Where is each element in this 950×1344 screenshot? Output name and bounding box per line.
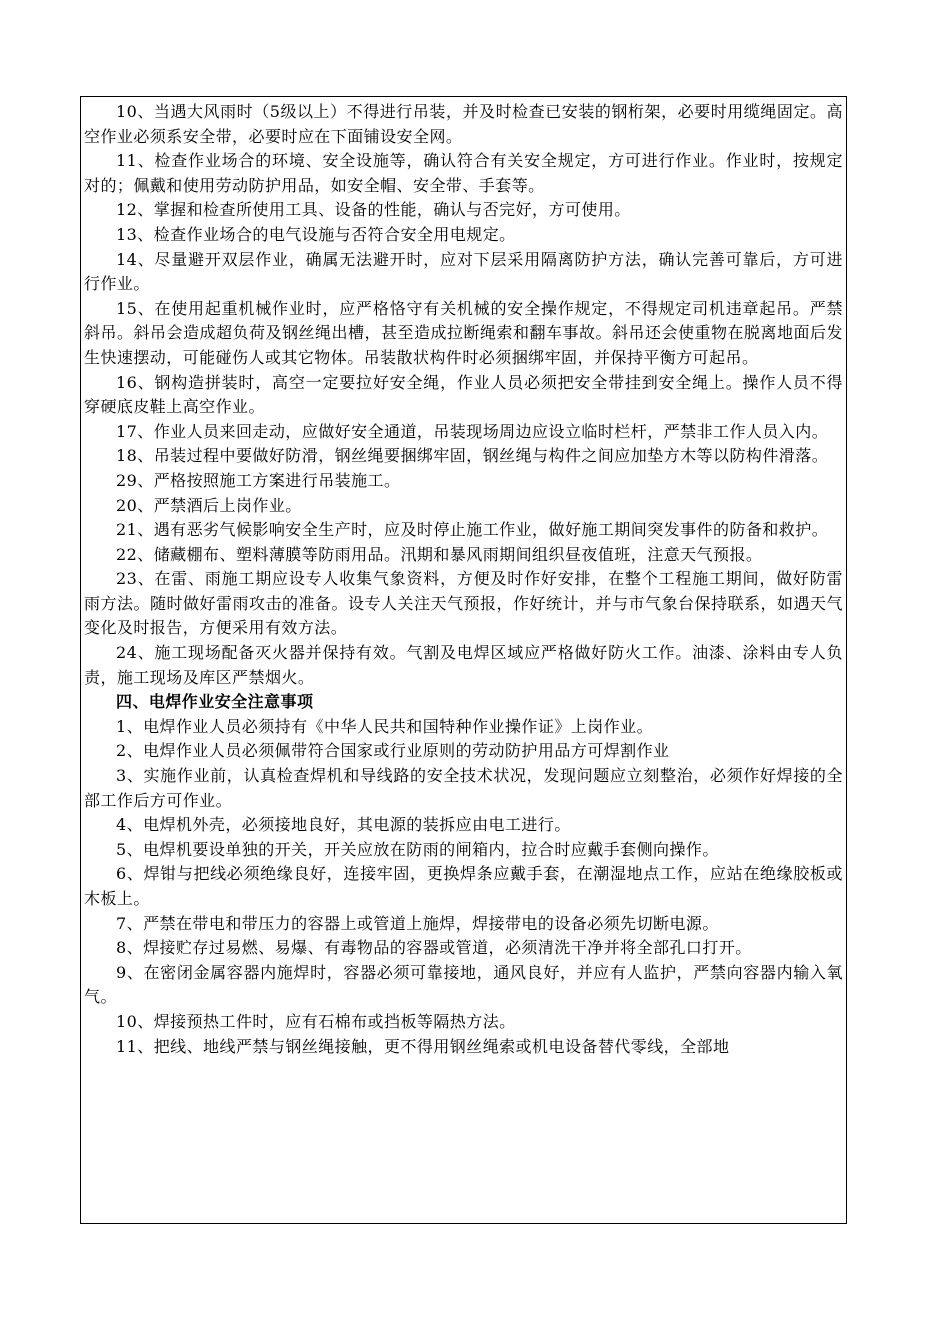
paragraph-item-23: 23、在雷、雨施工期应设专人收集气象资料，方便及时作好安排，在整个工程施工期间，做好防雷雨方法。随时做好雷雨攻击的准备。设专人关注天气预报，作好统计，并与市气象台保持联系，如遇天气变化及时报告，方便采用有效方法。 (84, 569, 843, 638)
welding-item-5: 5、电焊机要设单独的开关，开关应放在防雨的闸箱内，拉合时应戴手套侧向操作。 (116, 839, 719, 859)
welding-item-11: 11、把线、地线严禁与钢丝绳接触，更不得用钢丝绳索或机电设备替代零线，全部地 (116, 1036, 730, 1056)
paragraph-item-12: 12、掌握和检查所使用工具、设备的性能，确认与否完好，方可使用。 (116, 200, 631, 220)
welding-item-7: 7、严禁在带电和带压力的容器上或管道上施焊，焊接带电的设备必须先切断电源。 (116, 913, 719, 933)
welding-item-9: 9、在密闭金属容器内施焊时，容器必须可靠接地，通风良好，并应有人监护，严禁向容器内输入氧气。 (84, 962, 843, 1007)
paragraph-item-21: 21、遇有恶劣气候影响安全生产时，应及时停止施工作业，做好施工期间突发事件的防备和救护。 (116, 520, 829, 540)
paragraph-item-10: 10、当遇大风雨时（5级以上）不得进行吊装，并及时检查已安装的钢桁架，必要时用缆绳固定。高空作业必须系安全带，必要时应在下面铺设安全网。 (84, 102, 843, 146)
paragraph-item-24: 24、施工现场配备灭火器并保持有效。气割及电焊区域应严格做好防火工作。油漆、涂料由专人负责，施工现场及库区严禁烟火。 (84, 643, 843, 687)
paragraph-item-29: 29、严格按照施工方案进行吊装施工。 (116, 470, 401, 490)
paragraph-item-17: 17、作业人员来回走动，应做好安全通道，吊装现场周边应设立临时栏杆，严禁非工作人员入内。 (116, 421, 829, 441)
paragraph-item-14: 14、尽量避开双层作业，确属无法避开时，应对下层采用隔离防护方法，确认完善可靠后，方可进行作业。 (84, 249, 843, 294)
welding-item-1: 1、电焊作业人员必须持有《中华人民共和国特种作业操作证》上岗作业。 (116, 716, 654, 736)
welding-item-8: 8、焊接贮存过易燃、易爆、有毒物品的容器或管道，必须清洗干净并将全部孔口打开。 (116, 938, 752, 958)
paragraph-item-11: 11、检查作业场合的环境、安全设施等，确认符合有关安全规定，方可进行作业。作业时，按规定对的；佩戴和使用劳动防护用品，如安全帽、安全带、手套等。 (84, 151, 843, 195)
section-heading: 四、电焊作业安全注意事项 (116, 692, 314, 712)
document-body (84, 100, 843, 1059)
paragraph-item-18: 18、吊装过程中要做好防滑，钢丝绳要捆绑牢固，钢丝绳与构件之间应加垫方木等以防构件滑落。 (116, 446, 829, 466)
paragraph-item-22: 22、储藏棚布、塑料薄膜等防雨用品。汛期和暴风雨期间组织昼夜值班，注意天气预报。 (116, 544, 763, 564)
welding-item-4: 4、电焊机外壳，必须接地良好，其电源的装拆应由电工进行。 (116, 815, 571, 835)
document-frame (80, 96, 847, 1224)
welding-item-6: 6、焊钳与把线必须绝缘良好，连接牢固，更换焊条应戴手套，在潮湿地点工作，应站在绝缘胶板或木板上。 (84, 864, 843, 908)
welding-item-3: 3、实施作业前，认真检查焊机和导线路的安全技术状况，发现问题应立刻整治，必须作好焊接的全部工作后方可作业。 (84, 766, 843, 810)
welding-item-2: 2、电焊作业人员必须佩带符合国家或行业原则的劳动防护用品方可焊割作业 (116, 741, 670, 761)
welding-item-10: 10、焊接预热工件时，应有石棉布或挡板等隔热方法。 (116, 1011, 516, 1031)
paragraph-item-20: 20、严禁酒后上岗作业。 (116, 495, 302, 515)
paragraph-item-16: 16、钢构造拼装时，高空一定要拉好安全绳，作业人员必须把安全带挂到安全绳上。操作人员不得穿硬底皮鞋上高空作业。 (84, 372, 843, 417)
paragraph-item-13: 13、检查作业场合的电气设施与否符合安全用电规定。 (116, 224, 516, 244)
paragraph-item-15: 15、在使用起重机械作业时，应严格恪守有关机械的安全操作规定，不得规定司机违章起吊。严禁斜吊。斜吊会造成超负荷及钢丝绳出槽，甚至造成拉断绳索和翻车事故。斜吊还会使重物在脱离地面后发生快速摆动，可能碰伤人或其它物体。吊装散状构件时必须捆绑牢固，并保持平衡方可起吊。 (84, 298, 843, 367)
